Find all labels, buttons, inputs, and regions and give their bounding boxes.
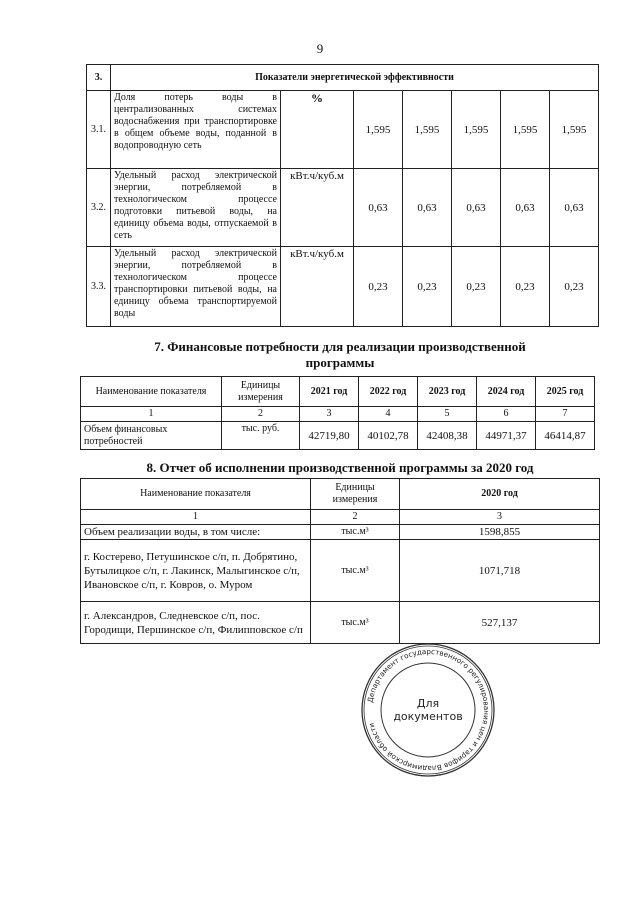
row-value: 1598,855 bbox=[400, 525, 600, 540]
row-unit: % bbox=[281, 91, 354, 169]
row-value: 527,137 bbox=[400, 602, 600, 644]
row-name: Удельный расход электрической энергии, потребляемой в технологическом процессе транспортировки питьевой воды, на единицу объема транспортируемой воды bbox=[111, 247, 281, 327]
row-value: 1,595 bbox=[550, 91, 599, 169]
row-value: 0,23 bbox=[550, 247, 599, 327]
table-row bbox=[87, 247, 599, 327]
row-value: 40102,78 bbox=[359, 422, 418, 450]
section-number: 3. bbox=[87, 65, 111, 91]
energy-efficiency-table bbox=[86, 64, 599, 327]
row-value: 1,595 bbox=[501, 91, 550, 169]
row-number: 3.2. bbox=[87, 169, 111, 247]
index-cell: 1 bbox=[81, 510, 311, 525]
stamp-center-line1: Для bbox=[416, 697, 440, 710]
page-number: 9 bbox=[316, 41, 324, 56]
row-number: 3.1. bbox=[87, 91, 111, 169]
row-unit: тыс.м³ bbox=[311, 525, 400, 540]
row-value: 0,63 bbox=[501, 169, 550, 247]
table-row bbox=[81, 422, 595, 450]
header-name: Наименование показателя bbox=[81, 479, 311, 510]
row-value: 0,63 bbox=[550, 169, 599, 247]
row-value: 1,595 bbox=[403, 91, 452, 169]
index-cell: 4 bbox=[359, 407, 418, 422]
row-value: 0,23 bbox=[452, 247, 501, 327]
header-year: 2021 год bbox=[300, 377, 359, 407]
table-row bbox=[81, 540, 600, 602]
header-year: 2022 год bbox=[359, 377, 418, 407]
row-value: 42719,80 bbox=[300, 422, 359, 450]
index-cell: 1 bbox=[81, 407, 222, 422]
section-title: Показатели энергетической эффективности bbox=[111, 65, 599, 91]
row-name: г. Костерево, Петушинское с/п, п. Добрятино, Бутылицкое с/п, г. Лакинск, Малыгинское с/п, Ивановское с/п, г. Ковров, о. Муром bbox=[81, 540, 311, 602]
row-value: 1071,718 bbox=[400, 540, 600, 602]
stamp-ring-text: Департамент государственного регулирования цен и тарифов Владимирской области bbox=[365, 646, 492, 774]
table-row bbox=[81, 602, 600, 644]
row-name: г. Александров, Следневское с/п, пос. Городищи, Першинское с/п, Филипповское с/п bbox=[81, 602, 311, 644]
table-row bbox=[87, 91, 599, 169]
row-name: Доля потерь воды в централизованных системах водоснабжения при транспортировке в общем объеме воды, поданной в водопроводную сеть bbox=[111, 91, 281, 169]
stamp-center-line2: документов bbox=[393, 710, 463, 723]
row-value: 0,23 bbox=[501, 247, 550, 327]
row-unit: кВт.ч/куб.м bbox=[281, 169, 354, 247]
row-value: 44971,37 bbox=[477, 422, 536, 450]
row-value: 46414,87 bbox=[536, 422, 595, 450]
row-value: 0,63 bbox=[354, 169, 403, 247]
row-value: 0,63 bbox=[452, 169, 501, 247]
row-value: 42408,38 bbox=[418, 422, 477, 450]
row-unit: кВт.ч/куб.м bbox=[281, 247, 354, 327]
index-cell: 6 bbox=[477, 407, 536, 422]
row-value: 0,23 bbox=[403, 247, 452, 327]
header-unit: Единицы измерения bbox=[222, 377, 300, 407]
header-name: Наименование показателя bbox=[81, 377, 222, 407]
index-cell: 2 bbox=[222, 407, 300, 422]
table-row bbox=[81, 525, 600, 540]
header-year: 2020 год bbox=[400, 479, 600, 510]
index-cell: 3 bbox=[400, 510, 600, 525]
header-year: 2023 год bbox=[418, 377, 477, 407]
section-8-heading: 8. Отчет об исполнении производственной программы за 2020 год bbox=[146, 460, 534, 475]
row-value: 1,595 bbox=[452, 91, 501, 169]
program-report-table bbox=[80, 478, 600, 644]
row-value: 1,595 bbox=[354, 91, 403, 169]
index-cell: 3 bbox=[300, 407, 359, 422]
header-year: 2025 год bbox=[536, 377, 595, 407]
row-unit: тыс.м³ bbox=[311, 602, 400, 644]
row-name: Удельный расход электрической энергии, потребляемой в технологическом процессе подготовки питьевой воды, на единицу объема воды, отпускаемой в сеть bbox=[111, 169, 281, 247]
index-cell: 7 bbox=[536, 407, 595, 422]
financial-needs-table bbox=[80, 376, 595, 450]
table-row bbox=[87, 169, 599, 247]
row-value: 0,23 bbox=[354, 247, 403, 327]
row-unit: тыс. руб. bbox=[222, 422, 300, 450]
row-name: Объем реализации воды, в том числе: bbox=[81, 525, 311, 540]
header-unit: Единицы измерения bbox=[311, 479, 400, 510]
row-number: 3.3. bbox=[87, 247, 111, 327]
row-value: 0,63 bbox=[403, 169, 452, 247]
index-cell: 2 bbox=[311, 510, 400, 525]
section-7-heading: 7. Финансовые потребности для реализации производственной программы bbox=[154, 339, 526, 370]
row-unit: тыс.м³ bbox=[311, 540, 400, 602]
official-stamp bbox=[358, 640, 498, 780]
row-name: Объем финансовых потребностей bbox=[81, 422, 222, 450]
index-cell: 5 bbox=[418, 407, 477, 422]
header-year: 2024 год bbox=[477, 377, 536, 407]
